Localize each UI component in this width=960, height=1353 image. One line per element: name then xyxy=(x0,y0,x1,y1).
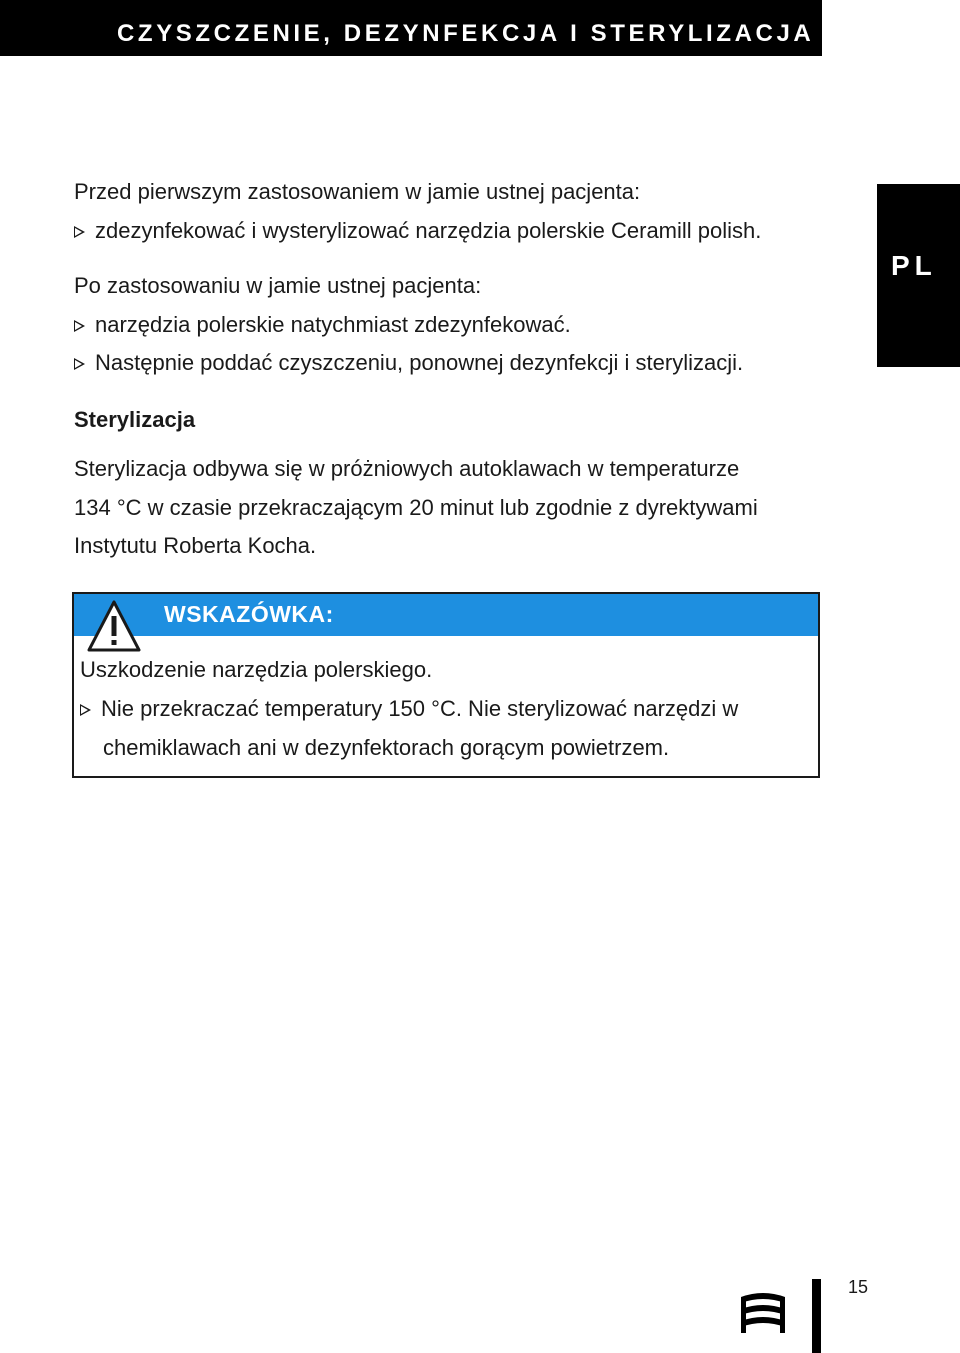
notice-text: Uszkodzenie narzędzia polerskiego. xyxy=(80,657,433,682)
sterilization-text-line: 134 °C w czasie przekraczającym 20 minut lub zgodnie z dyrektywami xyxy=(74,495,758,520)
bullet-arrow-icon xyxy=(80,704,91,716)
list-item-text: zdezynfekować i wysterylizować narzędzia polerskie Ceramill polish. xyxy=(95,218,762,243)
notice-header-band xyxy=(74,594,818,636)
bullet-arrow-icon xyxy=(74,226,85,238)
brand-logo-icon xyxy=(738,1287,788,1335)
warning-triangle-icon xyxy=(86,598,142,654)
list-item-continuation: chemiklawach ani w dezynfektorach gorącym powietrzem. xyxy=(103,735,670,760)
list-item-text: Następnie poddać czyszczeniu, ponownej dezynfekcji i sterylizacji. xyxy=(95,350,744,375)
footer-divider xyxy=(812,1279,821,1353)
bullet-arrow-icon xyxy=(74,358,85,370)
notice-box xyxy=(72,592,820,778)
notice-title: WSKAZÓWKA: xyxy=(164,601,334,627)
sterilization-text-line: Sterylizacja odbywa się w próżniowych autoklawach w temperaturze xyxy=(74,456,740,481)
page-title: CZYSZCZENIE, DEZYNFEKCJA I STERYLIZACJA xyxy=(117,20,815,47)
section-heading-sterilization: Sterylizacja xyxy=(74,407,196,432)
list-item xyxy=(74,217,761,245)
list-item-text: narzędzia polerskie natychmiast zdezynfekować. xyxy=(95,312,571,337)
bullet-arrow-icon xyxy=(74,320,85,332)
sterilization-text-line: Instytutu Roberta Kocha. xyxy=(74,533,317,558)
list-item xyxy=(74,311,571,339)
language-tab-label: PL xyxy=(891,250,937,281)
after-use-intro: Po zastosowaniu w jamie ustnej pacjenta: xyxy=(74,273,482,298)
before-use-intro: Przed pierwszym zastosowaniem w jamie ustnej pacjenta: xyxy=(74,179,641,204)
list-item xyxy=(80,695,738,723)
page-number: 15 xyxy=(848,1277,869,1297)
list-item xyxy=(74,349,743,377)
list-item-text: Nie przekraczać temperatury 150 °C. Nie sterylizować narzędzi w xyxy=(101,696,739,721)
